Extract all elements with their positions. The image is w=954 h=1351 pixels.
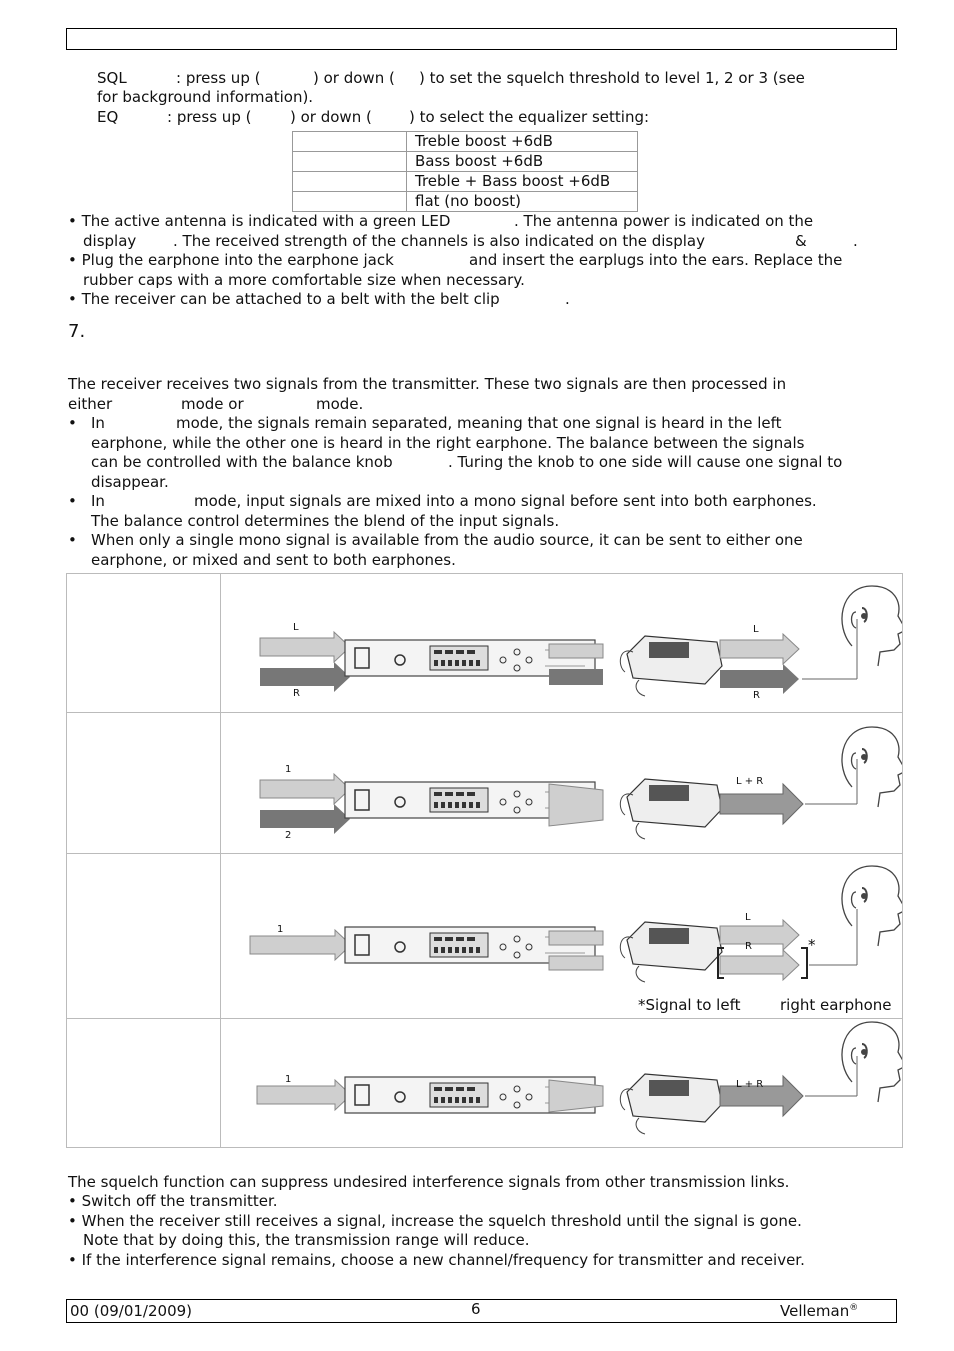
eq-text-1: : press up ( <box>167 108 252 126</box>
output-label-r: R <box>745 941 752 952</box>
intro-line-2a: either <box>68 395 113 413</box>
header-box <box>66 28 897 50</box>
intro-line-1: The receiver receives two signals from the transmitter. These two signals are then processed in <box>68 375 787 393</box>
signal-routing-diagram <box>66 573 903 1148</box>
table-row <box>293 152 638 172</box>
eq-option: Treble + Bass boost +6dB <box>407 172 638 192</box>
bullet-beltclip: • The receiver can be attached to a belt with the belt clip <box>68 290 500 308</box>
input-label-1: 1 <box>285 764 292 775</box>
eq-option: Bass boost +6dB <box>407 152 638 172</box>
footer-brand: Velleman® <box>780 1302 859 1320</box>
mode-bullet-dot: • <box>68 531 77 549</box>
bullet-antenna-2a: display <box>83 232 137 250</box>
eq-option: flat (no boost) <box>407 192 638 212</box>
section-number: 7. <box>68 321 86 342</box>
bullet-antenna-2b: . The received strength of the channels is also indicated on the display <box>173 232 705 250</box>
squelch-bullet-2a: • When the receiver still receives a signal, increase the squelch threshold until the signal is gone. <box>68 1212 802 1230</box>
sql-instruction: SQL <box>97 69 127 87</box>
eq-text-2: ) or down ( <box>290 108 372 126</box>
bullet-antenna-1a: • The active antenna is indicated with a green LED <box>68 212 451 230</box>
squelch-intro: The squelch function can suppress undesired interference signals from other transmission links. <box>68 1173 790 1191</box>
output-label-l: L <box>753 624 759 635</box>
mode-b1-1a: In <box>91 414 105 432</box>
sql-text-3: ) to set the squelch threshold to level 1, 2 or 3 (see <box>419 69 805 87</box>
input-label-1: 1 <box>277 924 284 935</box>
input-label-1: 1 <box>285 1074 292 1085</box>
input-label-r: R <box>293 688 300 699</box>
mode-bullet-dot: • <box>68 492 77 510</box>
sql-text-2: ) or down ( <box>313 69 395 87</box>
eq-label: EQ <box>97 108 119 126</box>
registered-mark: ® <box>849 1303 859 1313</box>
table-row <box>293 172 638 192</box>
output-label-lr: L + R <box>736 1079 764 1090</box>
eq-option: Treble boost +6dB <box>407 132 638 152</box>
equalizer-table <box>292 131 638 212</box>
row3-single-diagram <box>250 866 902 982</box>
row1-stereo-diagram <box>260 586 902 696</box>
output-label-l: L <box>745 912 751 923</box>
output-label-lr: L + R <box>736 776 764 787</box>
mode-b2-1a: In <box>91 492 105 510</box>
sql-text-cont: for background information). <box>97 88 314 106</box>
diagram-graphics <box>67 574 902 1147</box>
mode-b2-2: The balance control determines the blend of the input signals. <box>91 512 560 530</box>
row4-single-mixed-diagram <box>257 1022 902 1134</box>
footer-version: 00 (09/01/2009) <box>70 1302 193 1320</box>
bullet-earphone-1b: and insert the earplugs into the ears. Replace the <box>469 251 843 269</box>
page-number: 6 <box>471 1300 481 1318</box>
squelch-bullet-2b: Note that by doing this, the transmission range will reduce. <box>83 1231 530 1249</box>
mode-b1-3a: can be controlled with the balance knob <box>91 453 393 471</box>
table-row <box>293 132 638 152</box>
signal-note-b: right earphone <box>780 996 892 1014</box>
bullet-antenna-dot: . <box>853 232 858 250</box>
row2-mono-diagram <box>260 727 902 839</box>
output-label-r: R <box>753 690 760 701</box>
mode-b1-4: disappear. <box>91 473 169 491</box>
eq-text-3: ) to select the equalizer setting: <box>409 108 650 126</box>
sql-text-1: : press up ( <box>176 69 261 87</box>
bullet-earphone-1a: • Plug the earphone into the earphone jack <box>68 251 394 269</box>
table-row <box>293 192 638 212</box>
bullet-antenna-amp: & <box>795 232 807 250</box>
mode-b2-1b: mode, input signals are mixed into a mono signal before sent into both earphones. <box>194 492 817 510</box>
mode-b3-2: earphone, or mixed and sent to both earphones. <box>91 551 456 569</box>
mode-b3-1: When only a single mono signal is available from the audio source, it can be sent to either one <box>91 531 803 549</box>
signal-note-a: *Signal to left <box>638 996 741 1014</box>
bullet-earphone-2: rubber caps with a more comfortable size when necessary. <box>83 271 525 289</box>
asterisk-mark: * <box>808 936 816 954</box>
intro-line-2c: mode. <box>316 395 364 413</box>
input-label-2: 2 <box>285 830 292 841</box>
squelch-bullet-3: • If the interference signal remains, choose a new channel/frequency for transmitter and receiver. <box>68 1251 805 1269</box>
mode-bullet-dot: • <box>68 414 77 432</box>
mode-b1-2: earphone, while the other one is heard in the right earphone. The balance between the signals <box>91 434 805 452</box>
bullet-beltclip-dot: . <box>565 290 570 308</box>
mode-b1-3b: . Turing the knob to one side will cause one signal to <box>448 453 843 471</box>
squelch-bullet-1: • Switch off the transmitter. <box>68 1192 278 1210</box>
intro-line-2b: mode or <box>181 395 244 413</box>
mode-b1-1b: mode, the signals remain separated, meaning that one signal is heard in the left <box>176 414 782 432</box>
bullet-antenna-1b: . The antenna power is indicated on the <box>514 212 814 230</box>
input-label-l: L <box>293 622 299 633</box>
